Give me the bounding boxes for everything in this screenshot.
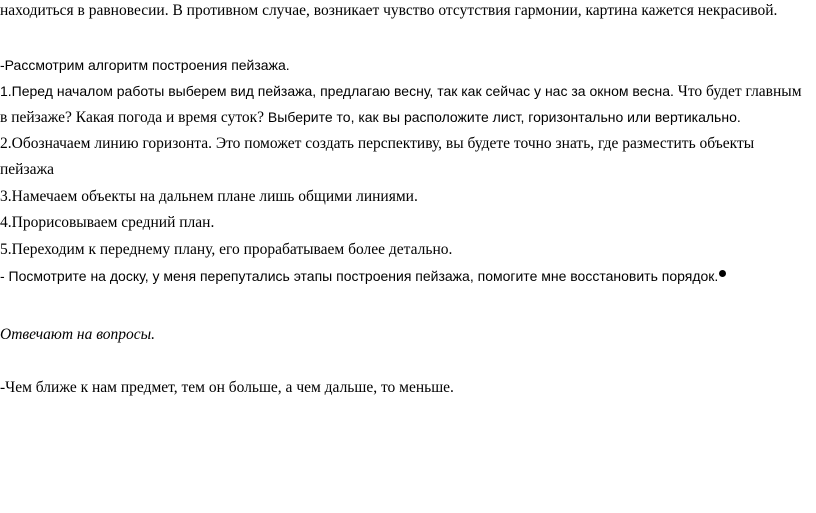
paragraph-balance: находиться в равновесии. В противном случае, возникает чувство отсутствия гармонии, картина кажется некрасивой. [0, 2, 778, 19]
board-task-text: - Посмотрите на доску, у меня перепутались этапы построения пейзажа, помогите мне восстановить порядок. [0, 268, 719, 284]
paragraph-step-1-line-2 [0, 107, 741, 128]
step-1-text-sans: 1.Перед началом работы выберем вид пейзажа, предлагаю весну, так как сейчас у нас за окном весна. [0, 83, 674, 99]
paragraph-step-4: 4.Прорисовываем средний план. [0, 214, 215, 231]
step-1-text-serif: Что будет главным [673, 83, 802, 100]
step-1-instruction-text: Выберите то, как вы расположите лист, горизонтально или вертикально. [264, 109, 741, 125]
paragraph-step-5: 5.Переходим к переднему плану, его прорабатываем более детально. [0, 241, 453, 258]
paragraph-perspective: -Чем ближе к нам предмет, тем он больше, а чем дальше, то меньше. [0, 379, 454, 396]
paragraph-step-2-line-2: пейзажа [0, 161, 55, 178]
paragraph-answers: Отвечают на вопросы. [0, 326, 156, 343]
bullet-icon [719, 270, 726, 277]
paragraph-step-1-line-1 [0, 81, 802, 102]
paragraph-algorithm-intro: -Рассмотрим алгоритм построения пейзажа. [0, 57, 290, 73]
paragraph-board-task [0, 266, 726, 287]
paragraph-step-3: 3.Намечаем объекты на дальнем плане лишь общими линиями. [0, 188, 418, 205]
step-1-question-text: в пейзаже? Какая погода и время суток? [0, 109, 265, 126]
paragraph-step-2-line-1: 2.Обозначаем линию горизонта. Это поможет создать перспективу, вы будете точно знать, где разместить объекты [0, 135, 755, 152]
